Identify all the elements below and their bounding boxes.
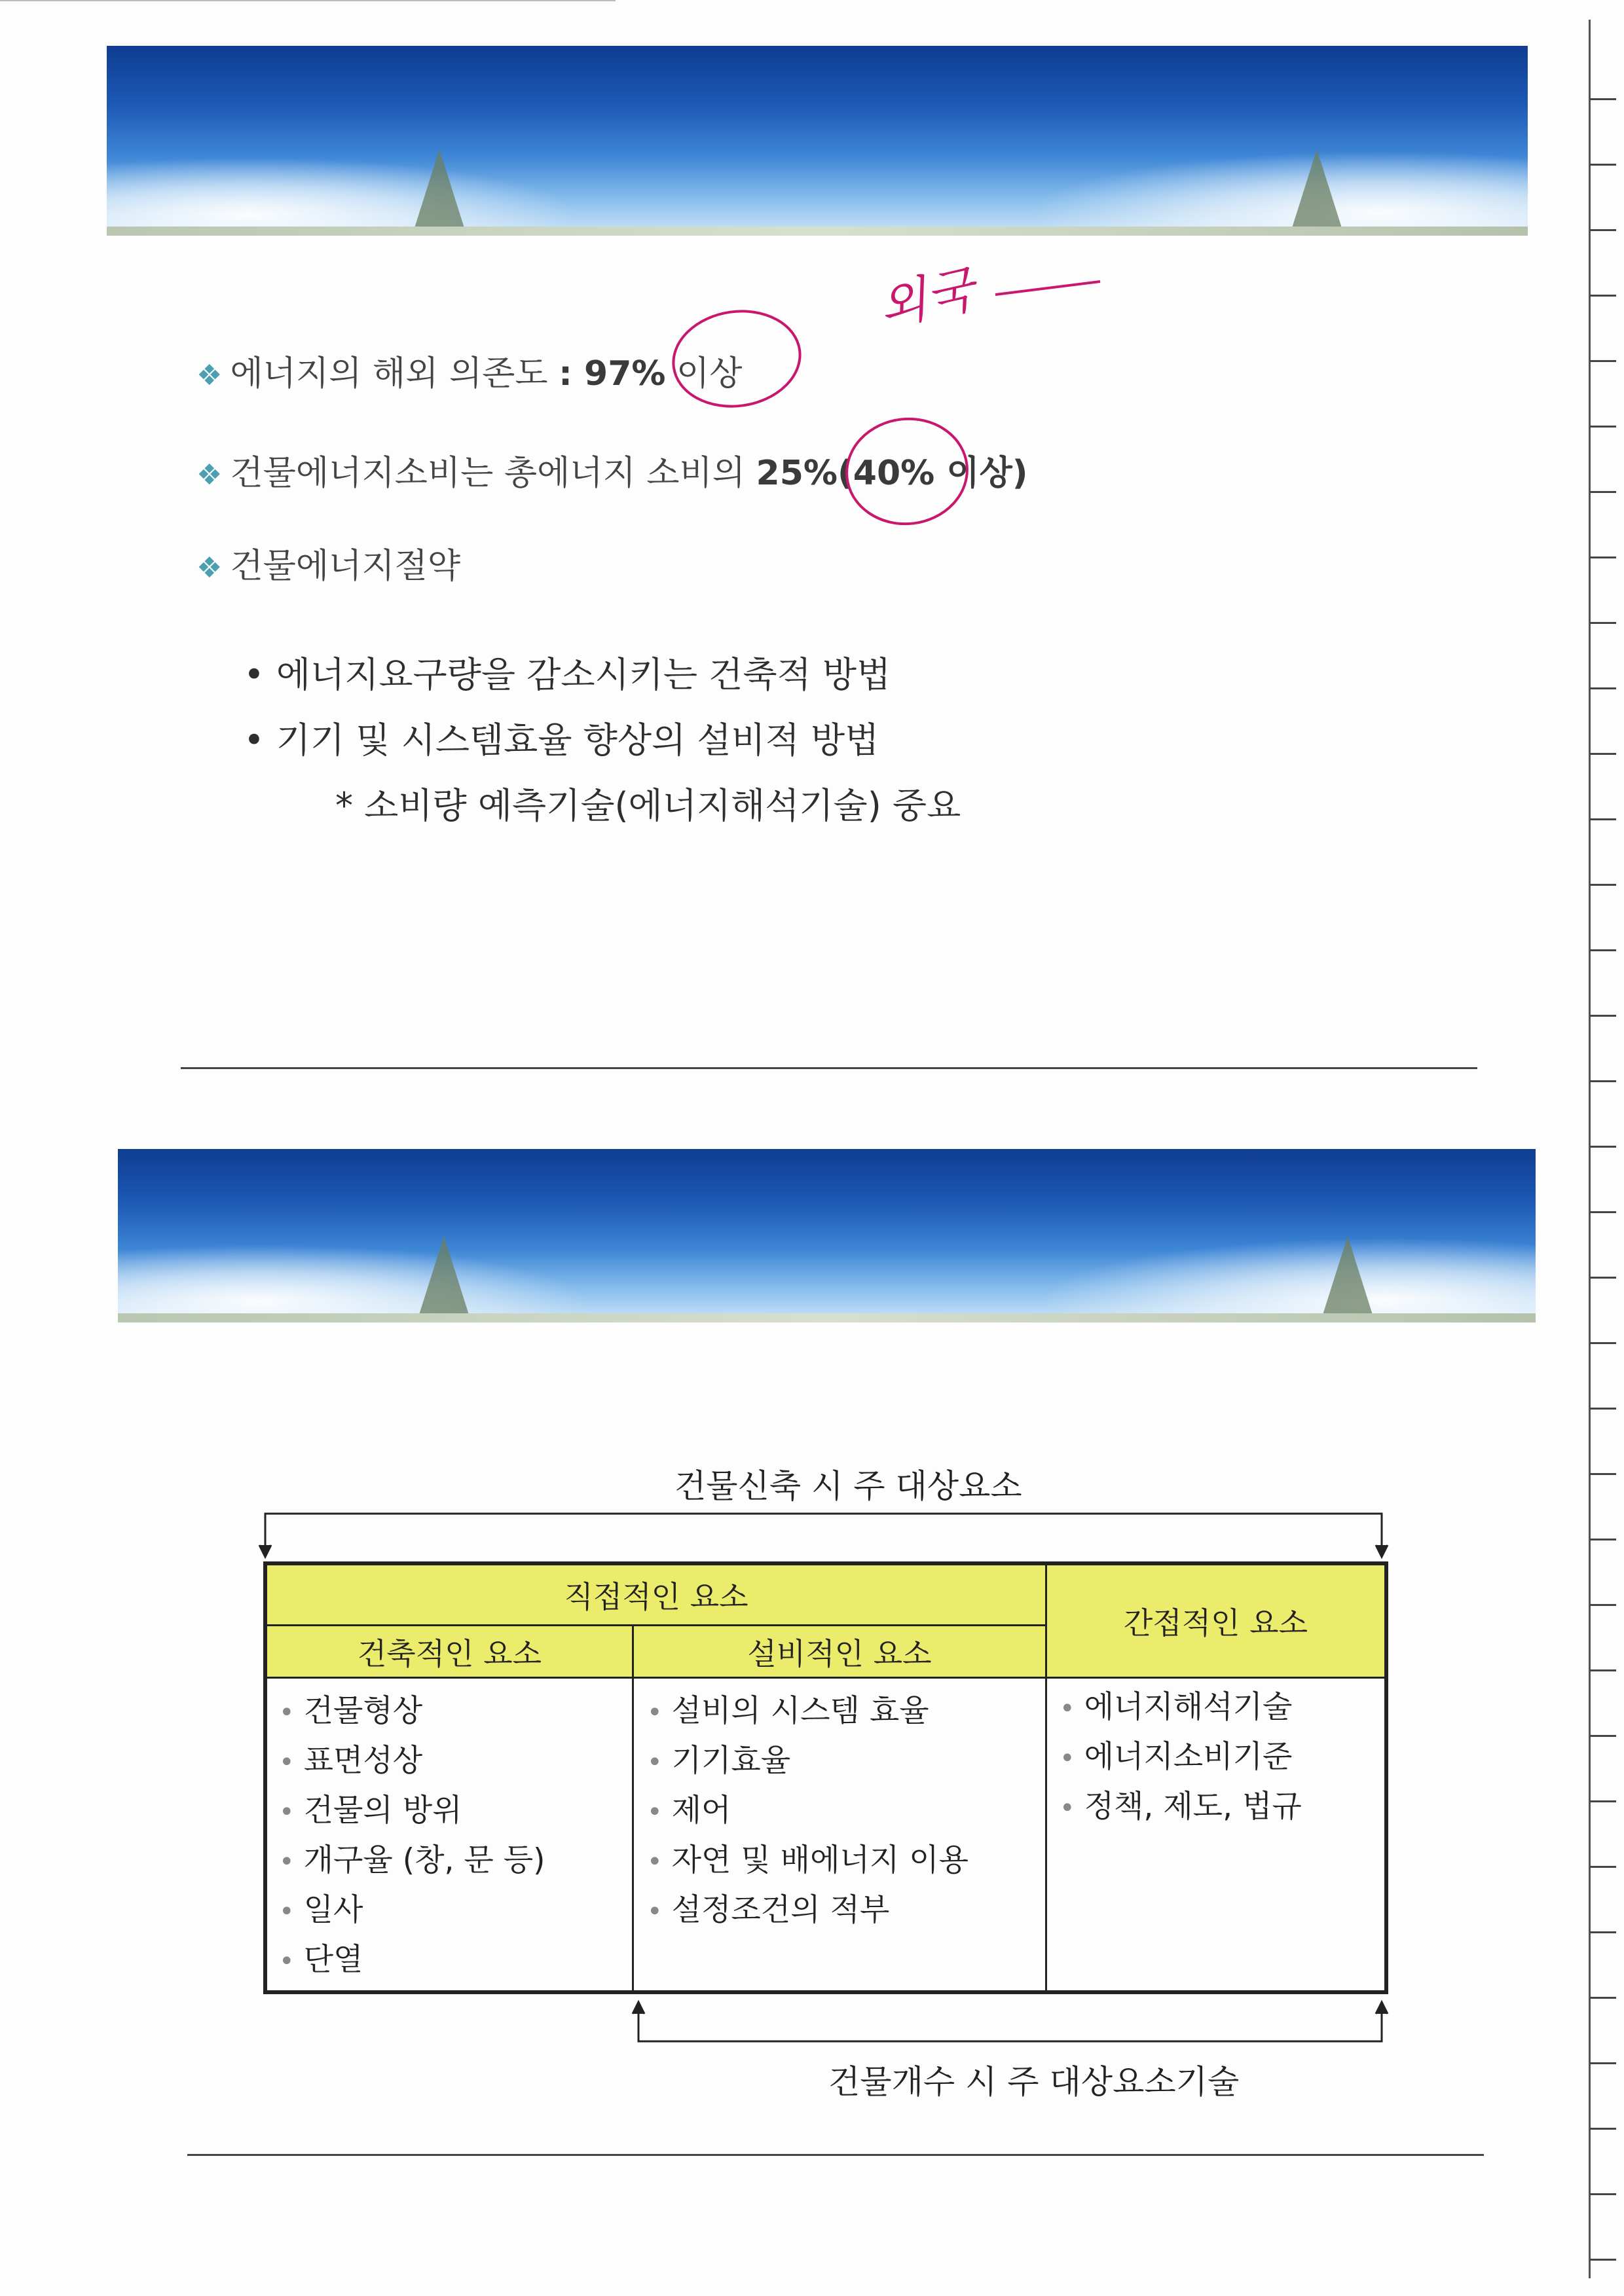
list-item: • 설정조건의 적부 (647, 1892, 890, 1928)
binder-tick (1590, 98, 1616, 100)
new-construction-caption: 건물신축 시 주 대상요소 (674, 1467, 1022, 1505)
binder-tick (1590, 360, 1616, 362)
list-item: • 에너지소비기준 (1060, 1739, 1293, 1775)
binder-tick (1590, 1866, 1616, 1868)
list-item: • 건물의 방위 (279, 1793, 462, 1829)
binder-tick (1590, 818, 1616, 820)
binder-tick (1590, 1800, 1616, 1802)
binder-tick (1590, 2062, 1616, 2064)
list-item: • 제어 (647, 1793, 731, 1829)
binder-tick (1590, 1539, 1616, 1540)
mechanical-list (647, 1687, 969, 1936)
binder-tick (1590, 1080, 1616, 1082)
binder-tick (1590, 1669, 1616, 1671)
binder-tick (1590, 1408, 1616, 1410)
list-item: • 단열 (279, 1942, 363, 1978)
table-rule (632, 1624, 634, 1990)
bullet-building-saving: ❖ 건물에너지절약 (196, 547, 461, 586)
bullet-energy-dependence: ❖ 에너지의 해외 의존도 : 97% 이상 (196, 354, 743, 393)
bullet-building-consumption: ❖ 건물에너지소비는 총에너지 소비의 25%(40% 이상) (196, 454, 1028, 493)
list-item: • 표면성상 (279, 1743, 423, 1779)
binder-tick (1590, 229, 1616, 231)
handwritten-annotation: 외국 (873, 259, 980, 337)
binder-tick (1590, 2193, 1616, 2195)
table-rule (267, 1624, 1047, 1626)
diamond-bullet-icon: ❖ (196, 359, 223, 392)
table-rule (267, 1677, 1384, 1679)
list-item: • 개구율 (창, 문 등) (279, 1842, 545, 1878)
list-item: • 에너지해석기술 (1060, 1689, 1293, 1725)
binder-tick (1590, 949, 1616, 951)
header-architectural: 건축적인 요소 (267, 1626, 632, 1677)
note-prediction: * 소비량 예측기술(에너지해석기술) 중요 (335, 785, 961, 826)
binder-tick (1590, 687, 1616, 689)
dependence-value: 97% (584, 354, 666, 393)
binder-tick (1590, 491, 1616, 493)
binder-edge (1570, 0, 1624, 2296)
header-mechanical: 설비적인 요소 (634, 1626, 1045, 1677)
binder-tick (1590, 1146, 1616, 1148)
indirect-list (1060, 1683, 1302, 1832)
binder-tick (1590, 2259, 1616, 2261)
binder-tick (1590, 1211, 1616, 1213)
binder-tick (1590, 1604, 1616, 1606)
binder-tick (1590, 753, 1616, 755)
list-item: • 자연 및 배에너지 이용 (647, 1842, 969, 1878)
binder-tick (1590, 295, 1616, 297)
binder-tick (1590, 1473, 1616, 1475)
binder-tick (1590, 1015, 1616, 1017)
binder-tick (1590, 164, 1616, 166)
binder-tick (1590, 1997, 1616, 1999)
diamond-bullet-icon: ❖ (196, 458, 223, 492)
binder-tick (1590, 556, 1616, 558)
list-item: • 건물형상 (279, 1693, 423, 1729)
subitem-architectural: • 에너지요구량을 감소시키는 건축적 방법 (244, 654, 891, 695)
binder-tick (1590, 1277, 1616, 1279)
header-indirect-elements: 간접적인 요소 (1047, 1565, 1384, 1677)
binder-tick (1590, 2128, 1616, 2130)
diamond-bullet-icon: ❖ (196, 551, 223, 585)
renovation-caption: 건물개수 시 주 대상요소기술 (828, 2063, 1240, 2101)
table-rule (1045, 1565, 1047, 1990)
header-direct-elements: 직접적인 요소 (267, 1565, 1045, 1624)
list-item: • 기기효율 (647, 1743, 791, 1779)
list-item: • 설비의 시스템 효율 (647, 1693, 929, 1729)
list-item: • 일사 (279, 1892, 363, 1928)
binder-tick (1590, 426, 1616, 428)
binder-tick (1590, 1342, 1616, 1344)
slide2-bottom-divider (187, 2154, 1484, 2156)
binder-tick (1590, 1931, 1616, 1933)
subitem-mechanical: • 기기 및 시스템효율 향상의 설비적 방법 (244, 720, 879, 761)
binder-tick (1590, 1735, 1616, 1737)
architectural-list (279, 1687, 545, 1986)
consumption-value: 25% (756, 454, 838, 493)
binder-tick (1590, 884, 1616, 886)
list-item: • 정책, 제도, 법규 (1060, 1789, 1302, 1825)
binder-tick (1590, 622, 1616, 624)
energy-elements-table (263, 1561, 1388, 1994)
